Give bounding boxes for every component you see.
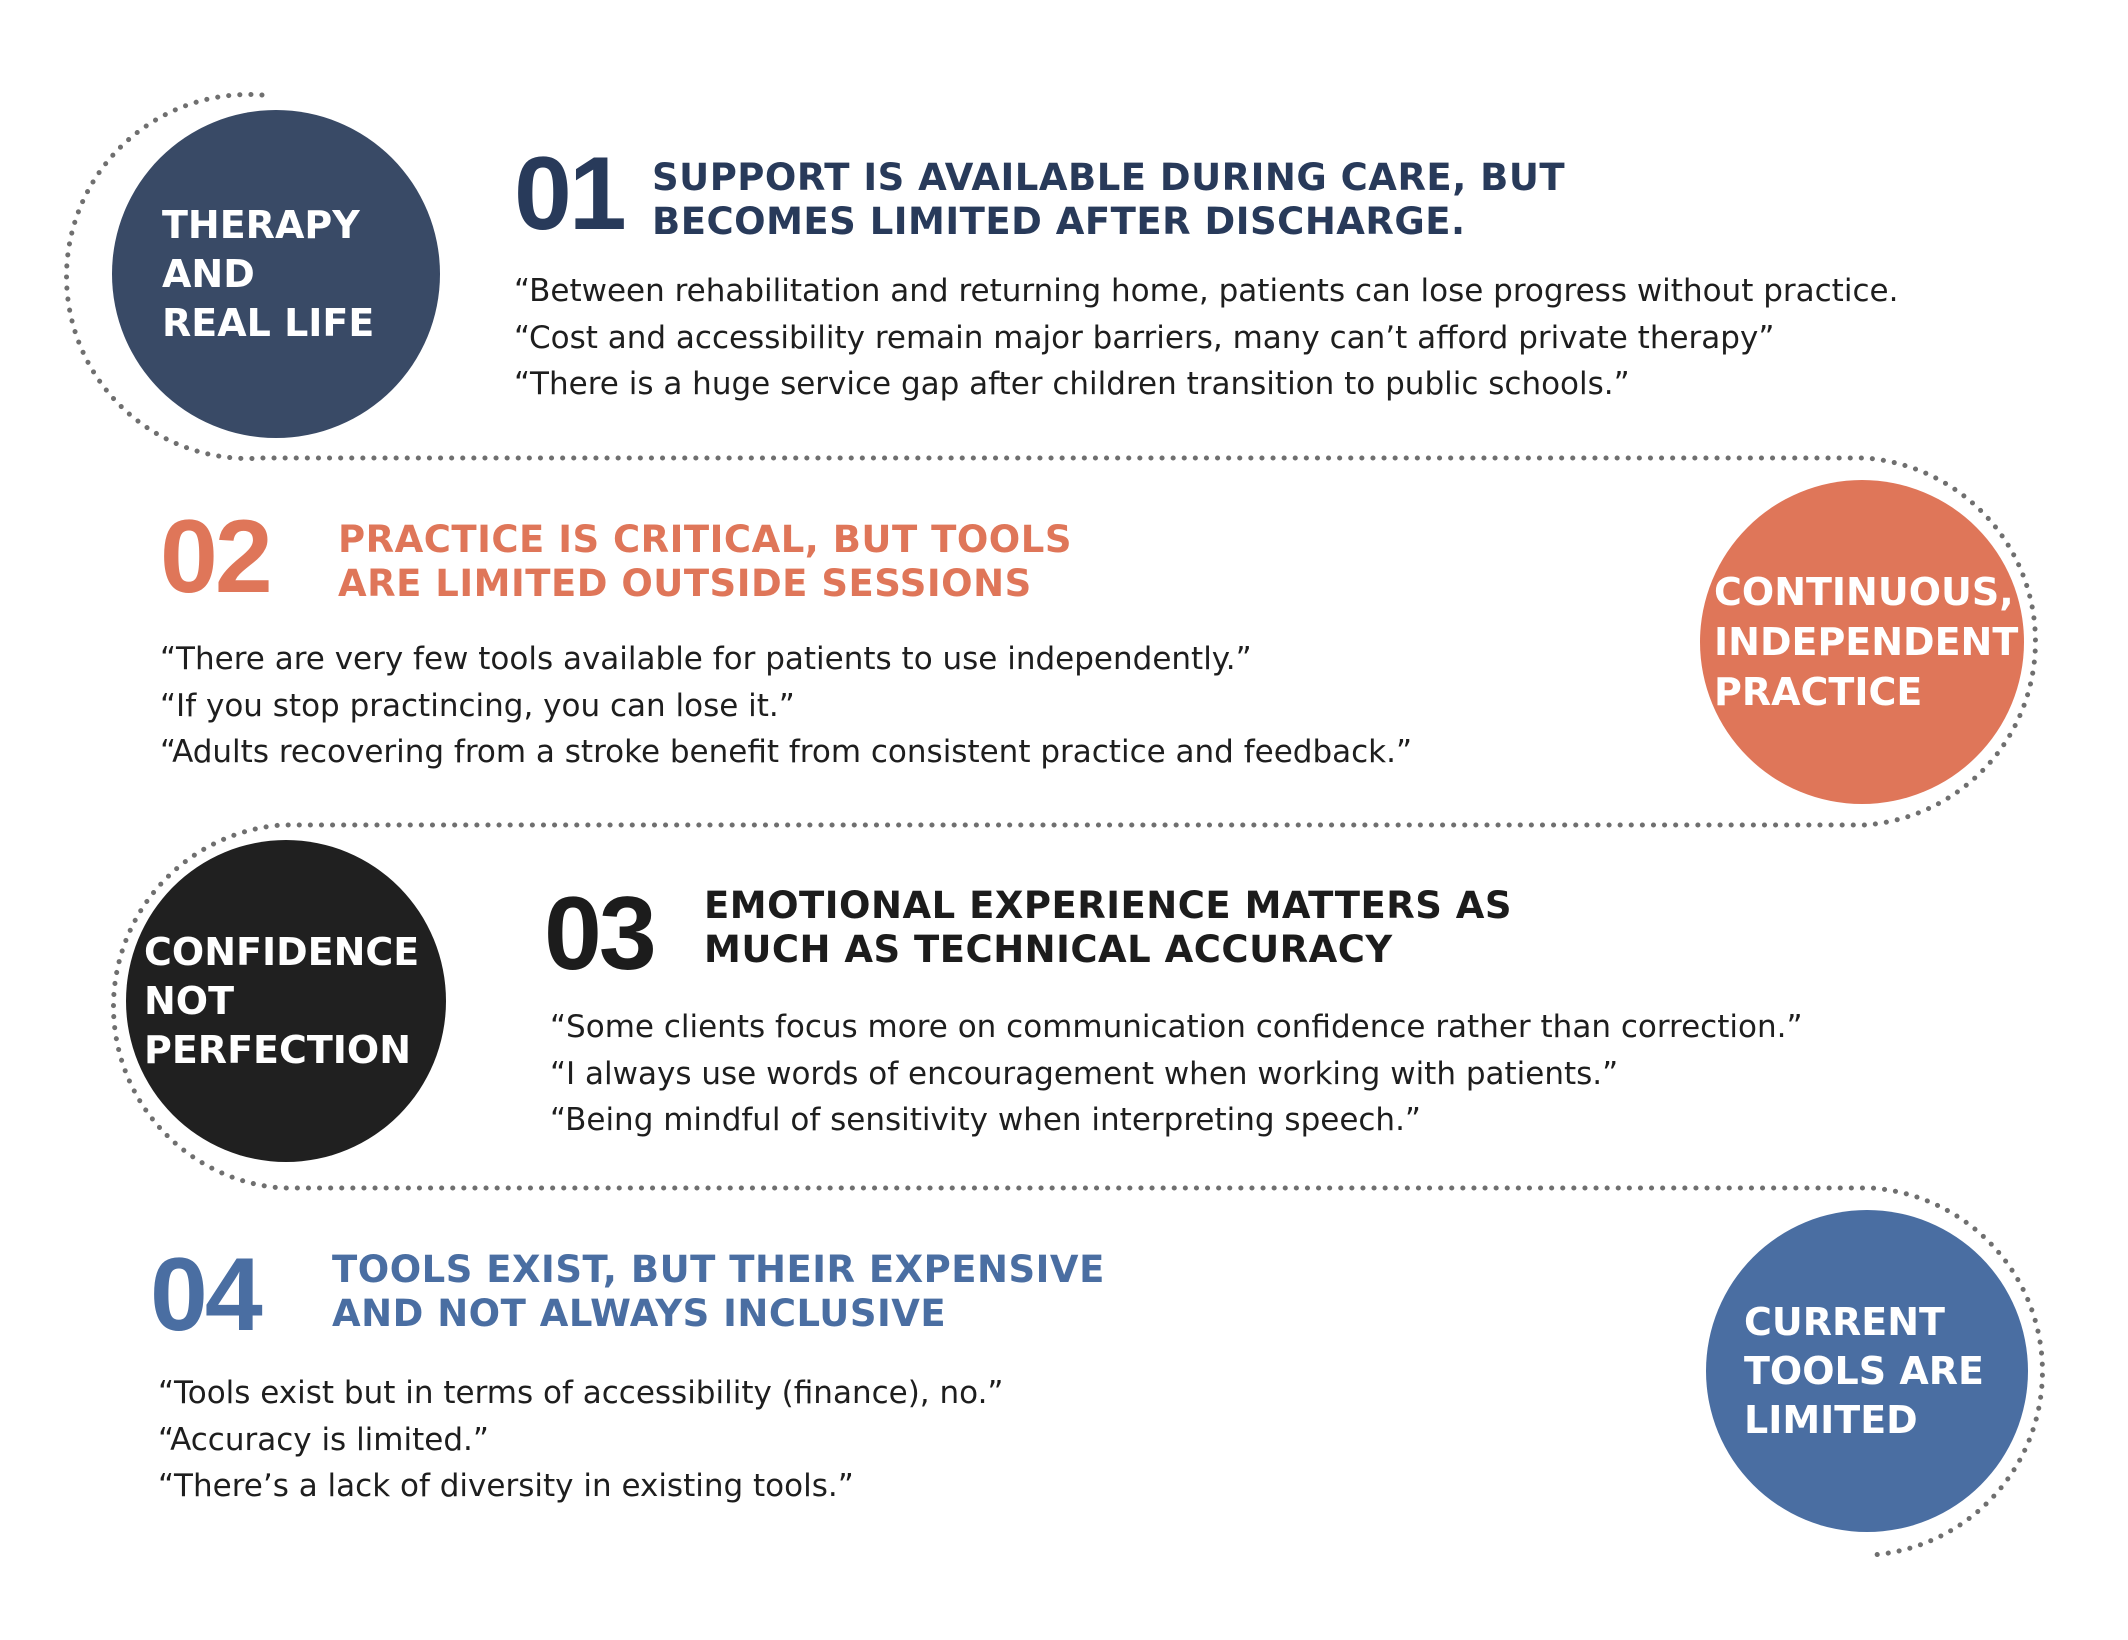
circle-line: PERFECTION xyxy=(144,1027,412,1072)
heading-line: TOOLS EXIST, BUT THEIR EXPENSIVE xyxy=(332,1248,1105,1291)
heading-line: BECOMES LIMITED AFTER DISCHARGE. xyxy=(652,200,1466,243)
step-quotes-02 xyxy=(160,636,1412,776)
step-heading-02 xyxy=(338,518,1072,606)
quote: “Cost and accessibility remain major barriers, many can’t afford private therapy” xyxy=(514,319,1775,356)
step-heading-01 xyxy=(652,156,1565,244)
circle-line: NOT xyxy=(144,978,235,1023)
circle-line: AND xyxy=(162,251,255,296)
heading-line: ARE LIMITED OUTSIDE SESSIONS xyxy=(338,562,1032,605)
step-number-02: 02 xyxy=(160,499,270,615)
heading-line: SUPPORT IS AVAILABLE DURING CARE, BUT xyxy=(652,156,1566,199)
circle-therapy-and-real-life xyxy=(112,110,440,438)
circle-line: THERAPY xyxy=(162,202,360,247)
step-number-04: 04 xyxy=(150,1237,260,1353)
quote: “Accuracy is limited.” xyxy=(158,1421,489,1458)
step-quotes-04 xyxy=(158,1370,1004,1510)
heading-line: MUCH AS TECHNICAL ACCURACY xyxy=(704,928,1393,971)
quote: “If you stop practincing, you can lose it.” xyxy=(160,687,795,724)
step-number-03: 03 xyxy=(544,876,654,992)
step-quotes-03 xyxy=(550,1004,1803,1144)
circle-confidence-not-perfection xyxy=(126,840,446,1162)
quote: “There are very few tools available for patients to use independently.” xyxy=(160,641,1252,677)
quote: “Tools exist but in terms of accessibility (finance), no.” xyxy=(158,1375,1004,1411)
quote: “Between rehabilitation and returning home, patients can lose progress without practice. xyxy=(514,273,1899,309)
circle-line: CONFIDENCE xyxy=(144,929,420,974)
circle-line: REAL LIFE xyxy=(162,300,375,345)
step-number-01: 01 xyxy=(514,136,624,252)
circle-continuous-independent-practice xyxy=(1700,480,2024,804)
circle-line: CURRENT xyxy=(1744,1299,1945,1344)
quote: “Being mindful of sensitivity when interpreting speech.” xyxy=(550,1102,1421,1138)
step-quotes-01 xyxy=(514,268,1898,408)
circle-line: INDEPENDENT xyxy=(1714,620,2019,664)
quote: “There is a huge service gap after children transition to public schools.” xyxy=(514,366,1630,402)
quote: “I always use words of encouragement when working with patients.” xyxy=(550,1055,1619,1092)
circle-line: LIMITED xyxy=(1744,1397,1918,1442)
step-heading-04 xyxy=(332,1248,1105,1336)
heading-line: PRACTICE IS CRITICAL, BUT TOOLS xyxy=(338,518,1072,561)
heading-line: AND NOT ALWAYS INCLUSIVE xyxy=(332,1292,947,1335)
step-heading-03 xyxy=(704,884,1512,972)
circle-line: PRACTICE xyxy=(1714,670,1923,714)
circle-line: TOOLS ARE xyxy=(1744,1348,1984,1393)
circle-line: CONTINUOUS, xyxy=(1714,570,2014,614)
heading-line: EMOTIONAL EXPERIENCE MATTERS AS xyxy=(704,884,1513,927)
circle-current-tools-are-limited xyxy=(1706,1210,2028,1532)
quote: “There’s a lack of diversity in existing tools.” xyxy=(158,1468,854,1504)
quote: “Some clients focus more on communication confidence rather than correction.” xyxy=(550,1009,1803,1045)
quote: “Adults recovering from a stroke benefit from consistent practice and feedback.” xyxy=(160,734,1413,770)
